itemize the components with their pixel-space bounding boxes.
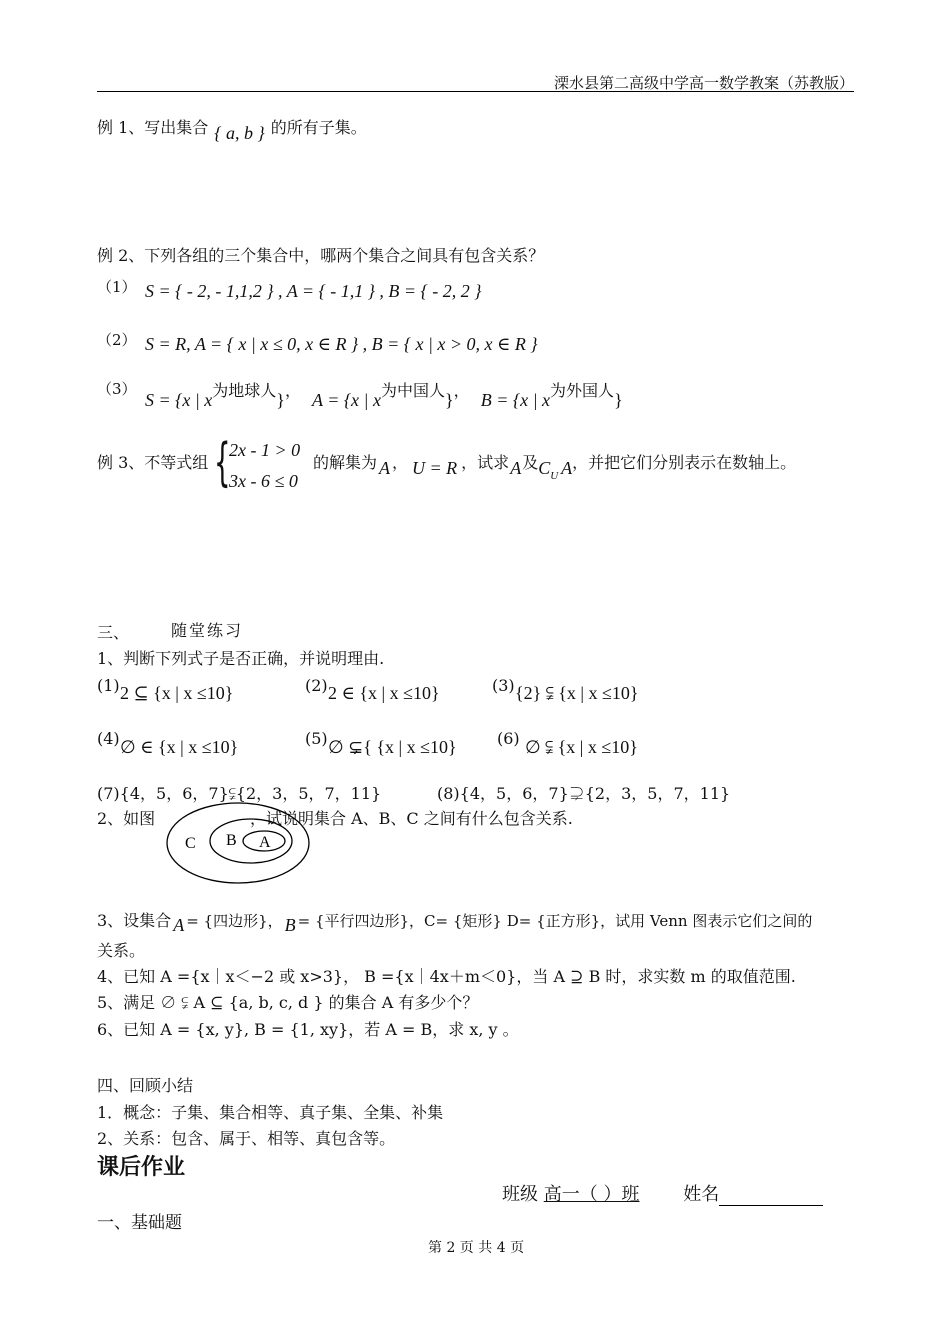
sec3-item3-num: (3) <box>492 676 515 695</box>
sec3-item5-expr: ∅ ⊊{ {x | x ≤10} <box>328 737 457 757</box>
ex3-a2: A <box>510 458 522 478</box>
q3-A: A <box>173 915 185 935</box>
ex1-prefix: 例 1、写出集合 <box>97 118 209 137</box>
sec3-q2-suffix: ，试说明集合 A、B、C 之间有什么包含关系. <box>250 809 573 828</box>
ex2-item3-s: S = {x | x <box>145 390 213 410</box>
ex2-item3-num: （3） <box>97 380 137 398</box>
ex3-a: A <box>379 458 391 478</box>
sec3-item2-expr: 2 ∈ {x | x ≤10} <box>328 683 440 703</box>
sec3-item6-expr: ∅ ⫋ {x | x ≤10} <box>525 737 638 757</box>
sec3-item5-num: (5) <box>305 729 328 748</box>
ex3-cu: C <box>538 458 551 478</box>
ex3-prefix: 例 3、不等式组 <box>97 453 209 472</box>
q3-prefix: 3、设集合 <box>97 911 172 930</box>
header-rule <box>97 91 854 92</box>
sec3-item4-expr: ∅ ∈ {x | x ≤10} <box>120 737 239 757</box>
sec3-item6-num: (6) <box>497 729 520 748</box>
sec3-item8: (8){4，5，6，7}⊋{2，3，5，7，11} <box>437 784 731 803</box>
ex2-item3-sep1: ， <box>284 381 301 400</box>
ex2-item1-math: S = { - 2, - 1,1,2 } , A = { - 1,1 } , B = { - 2, 2 } <box>145 281 482 301</box>
name-label: 姓名 <box>683 1184 720 1205</box>
ex1-set: { a, b } <box>214 123 265 143</box>
ex2-item2-num: （2） <box>97 331 137 349</box>
ex2-item3-s-sup: 为地球人 <box>212 381 277 400</box>
q3-set1: = {四边形}， <box>186 912 283 930</box>
ex2-item3-a-sup: 为中国人 <box>381 381 446 400</box>
sec4-line2: 2、关系：包含、属于、相等、真包含等。 <box>97 1129 396 1148</box>
sec3-q5: 5、满足 ∅ ⫋ A ⊆ {a, b, c, d } 的集合 A 有多少个？ <box>97 993 479 1012</box>
ex2-item3-b: B = {x | x <box>480 390 551 410</box>
ex2-question: 例 2、下列各组的三个集合中，哪两个集合之间具有包含关系？ <box>97 246 545 265</box>
ex3-mid1: 的解集为 <box>313 453 378 472</box>
sec3-q3-line2: 关系。 <box>97 941 146 960</box>
ex3-cu-sub: U <box>550 470 559 482</box>
ex2-item2-math: S = R, A = { x | x ≤ 0, x ∈ R } , B = { x | x > 0, x ∈ R } <box>145 334 538 354</box>
ex2-item3-a-close: } <box>445 390 454 410</box>
homework-basic: 一、基础题 <box>97 1213 182 1233</box>
q3-B: B <box>284 915 296 935</box>
sec3-q1: 1、判断下列式子是否正确，并说明理由. <box>97 649 385 668</box>
venn-label-c: C <box>185 835 196 852</box>
ex2-item3-b-sup: 为外国人 <box>550 381 615 400</box>
ex3-suffix: ，并把它们分别表示在数轴上。 <box>572 453 797 472</box>
ex3-and: 及 <box>522 453 539 472</box>
ex2-item3-s-close: } <box>276 390 285 410</box>
ex3-u-eq: U = R <box>412 458 458 478</box>
class-label: 班级 <box>502 1184 538 1205</box>
sec3-item7: (7){4，5，6，7}⫋{2，3，5，7，11} <box>97 784 382 803</box>
ex3-ineq2: 3x - 6 ≤ 0 <box>229 471 298 491</box>
sec4-title: 四、回顾小结 <box>97 1076 194 1095</box>
q3-set2: = {平行四边形}，C= {矩形} D= {正方形}，试用 Venn 图表示它们之间的 <box>297 912 813 930</box>
sec3-q3-line1 <box>97 908 813 935</box>
sec3-item1-expr: 2 ⊆ {x | x ≤10} <box>120 683 234 703</box>
ex3-cu-a: A <box>561 458 573 478</box>
ex3-comma: ， <box>392 453 409 472</box>
venn-diagram <box>165 800 315 888</box>
ex3-ineq1: 2x - 1 > 0 <box>229 440 301 460</box>
ex2-item3-b-close: } <box>614 390 623 410</box>
venn-set-b <box>210 819 292 863</box>
venn-label-b: B <box>226 832 237 849</box>
venn-label-a: A <box>259 834 271 851</box>
name-blank[interactable] <box>719 1187 823 1206</box>
sec3-num: 三、 <box>97 623 130 642</box>
ex1-suffix: 的所有子集。 <box>270 118 367 137</box>
ex2-item1-num: （1） <box>97 278 137 296</box>
footer-page-number: 第 2 页 共 4 页 <box>428 1240 525 1256</box>
ex3-rest <box>313 450 797 482</box>
sec3-item1-num: (1) <box>97 676 120 695</box>
homework-class-row <box>502 1180 823 1206</box>
ex3-brace: { <box>214 433 231 493</box>
class-value: 高一（ ）班 <box>543 1184 640 1205</box>
header-school-title: 溧水县第二高级中学高一数学教案（苏教版） <box>553 74 854 92</box>
example-1 <box>97 115 367 143</box>
homework-title: 课后作业 <box>97 1154 186 1180</box>
ex2-item3 <box>145 378 623 418</box>
sec3-item4-num: (4) <box>97 729 120 748</box>
sec4-line1: 1．概念：子集、集合相等、真子集、全集、补集 <box>97 1103 444 1122</box>
ex2-item3-sep2: ， <box>453 381 470 400</box>
sec3-title: 随堂练习 <box>171 621 244 640</box>
ex2-item3-a: A = {x | x <box>312 390 381 410</box>
sec3-q4: 4、已知 A ={x｜x＜−2 或 x>3}， B ={x｜4x＋m＜0}，当 A ⊇ B 时，求实数 m 的取值范围. <box>97 967 796 986</box>
sec3-item3-expr: {2} ⫋ {x | x ≤10} <box>515 683 639 703</box>
sec3-item2-num: (2) <box>305 676 328 695</box>
sec3-q6: 6、已知 A = {x, y}, B = {1, xy}，若 A = B，求 x, y 。 <box>97 1020 519 1039</box>
sec3-q2-prefix: 2、如图 <box>97 809 156 828</box>
ex3-mid2: ，试求 <box>461 453 510 472</box>
